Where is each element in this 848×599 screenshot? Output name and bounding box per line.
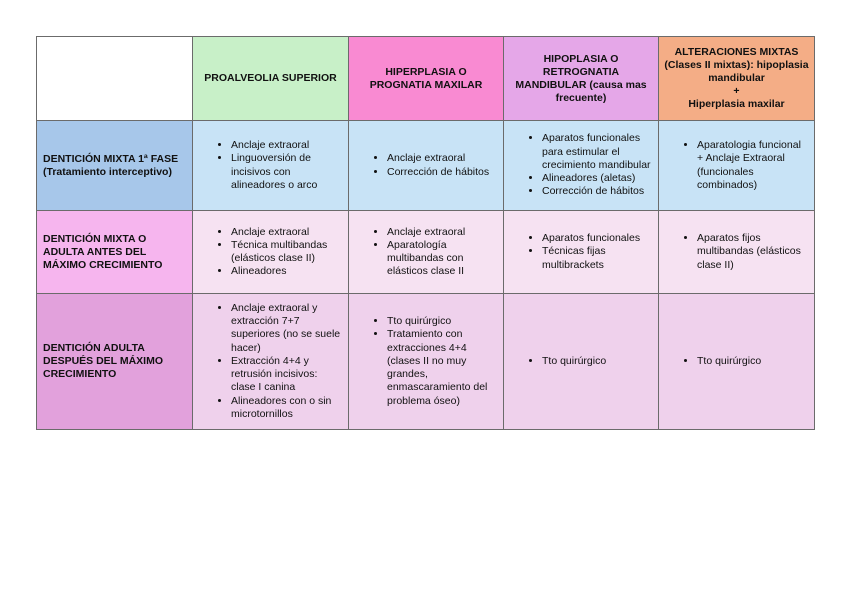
column-header-plus: +	[733, 85, 740, 97]
table-cell	[659, 211, 815, 294]
list-item: • Anclaje extraoral	[387, 226, 497, 239]
list-item: • Aparatos fijos multibandas (elásticos clase II)	[697, 232, 808, 272]
bullet-list	[349, 152, 503, 178]
list-item: • Corrección de hábitos	[387, 166, 497, 179]
row-header-cell	[37, 294, 193, 430]
row-header-label: DENTICIÓN MIXTA O ADULTA ANTES DEL MÁXIMO CRECIMIENTO	[43, 232, 163, 271]
column-header-hiperplasia	[349, 37, 504, 121]
list-item: • Técnicas fijas multibrackets	[542, 245, 652, 271]
table-cell	[504, 121, 659, 211]
table-cell	[659, 294, 815, 430]
table-cell	[349, 121, 504, 211]
bullet-list	[504, 232, 658, 272]
row-header-cell	[37, 211, 193, 294]
corner-cell	[37, 37, 193, 121]
list-item: • Aparatos funcionales para estimular el crecimiento mandibular	[542, 132, 652, 172]
bullet-list	[349, 226, 503, 279]
table-cell	[193, 294, 349, 430]
treatment-table	[36, 36, 815, 430]
bullet-list	[193, 302, 348, 421]
column-header-hipoplasia	[504, 37, 659, 121]
table-cell	[193, 211, 349, 294]
column-header-sublabel: (Clases II mixtas): hipoplasia mandibular	[664, 59, 809, 84]
list-item: • Alineadores	[231, 265, 342, 278]
bullet-list	[193, 139, 348, 192]
column-header-label: PROALVEOLIA SUPERIOR	[204, 72, 337, 84]
list-item: • Tto quirúrgico	[387, 315, 497, 328]
table-cell	[349, 294, 504, 430]
table-cell	[349, 211, 504, 294]
table-header-row	[37, 37, 815, 121]
bullet-list	[349, 315, 503, 407]
column-header-label: ALTERACIONES MIXTAS	[674, 46, 799, 58]
list-item: • Tto quirúrgico	[542, 355, 652, 368]
list-item: • Anclaje extraoral	[387, 152, 497, 165]
table-row	[37, 121, 815, 211]
list-item: • Aparatologia funcional + Anclaje Extraoral (funcionales combinados)	[697, 139, 808, 192]
list-item: • Alineadores (aletas)	[542, 172, 652, 185]
bullet-list	[504, 355, 658, 368]
table-cell	[659, 121, 815, 211]
list-item: • Aparatos funcionales	[542, 232, 652, 245]
list-item: • Alineadores con o sin microtornillos	[231, 395, 342, 421]
row-header-label: DENTICIÓN ADULTA DESPUÉS DEL MÁXIMO CRECIMIENTO	[43, 342, 163, 380]
list-item: • Anclaje extraoral	[231, 226, 342, 239]
list-item: • Anclaje extraoral y extracción 7+7 superiores (no se suele hacer)	[231, 302, 342, 355]
list-item: • Linguoversión de incisivos con alineadores o arco	[231, 152, 342, 192]
column-header-label: HIPOPLASIA O RETROGNATIA MANDIBULAR (causa mas frecuente)	[515, 52, 647, 104]
table-row	[37, 294, 815, 430]
table-cell	[193, 121, 349, 211]
list-item: • Anclaje extraoral	[231, 139, 342, 152]
column-header-proalveolia	[193, 37, 349, 121]
list-item: • Extracción 4+4 y retrusión incisivos: clase I canina	[231, 355, 342, 395]
table-row	[37, 211, 815, 294]
bullet-list	[193, 226, 348, 279]
table-cell	[504, 211, 659, 294]
bullet-list	[659, 139, 814, 192]
bullet-list	[659, 355, 814, 368]
list-item: • Técnica multibandas (elásticos clase II)	[231, 239, 342, 265]
list-item: • Tto quirúrgico	[697, 355, 808, 368]
list-item: • Corrección de hábitos	[542, 185, 652, 198]
table-cell	[504, 294, 659, 430]
column-header-alteraciones-mixtas	[659, 37, 815, 121]
row-header-label: DENTICIÓN MIXTA 1ª FASE (Tratamiento interceptivo)	[43, 152, 179, 178]
column-header-sublabel: Hiperplasia maxilar	[688, 98, 785, 110]
bullet-list	[504, 132, 658, 198]
row-header-cell	[37, 121, 193, 211]
column-header-label: HIPERPLASIA O PROGNATIA MAXILAR	[369, 65, 483, 91]
list-item: • Aparatología multibandas con elásticos clase II	[387, 239, 497, 279]
bullet-list	[659, 232, 814, 272]
list-item: • Tratamiento con extracciones 4+4 (clases II no muy grandes, enmascaramiento del problema óseo)	[387, 328, 497, 407]
